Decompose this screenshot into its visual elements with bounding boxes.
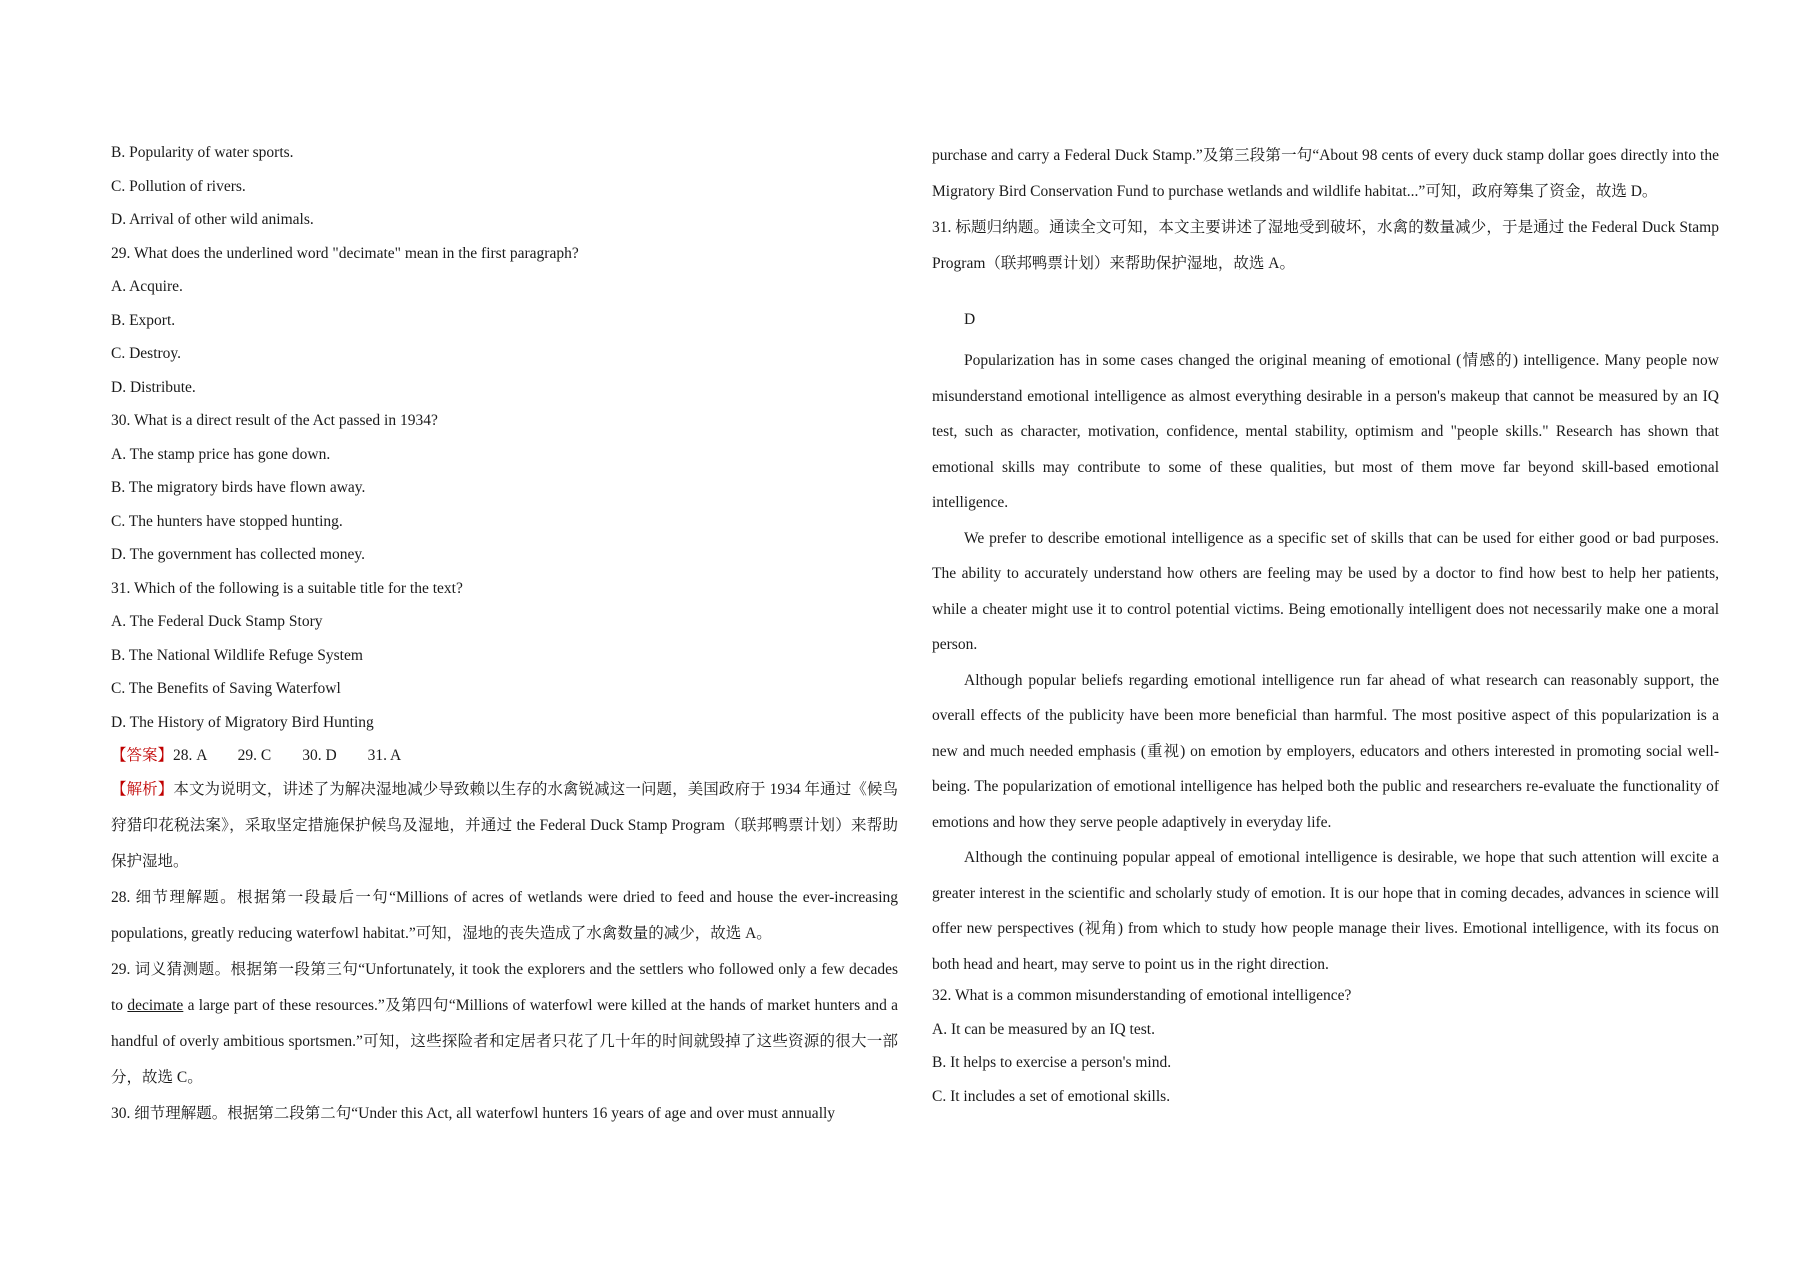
left-column [111, 143, 898, 1132]
option-32b: B. It helps to exercise a person's mind. [932, 1054, 1172, 1071]
passage-paragraph-2: We prefer to describe emotional intelligence as a specific set of skills that can be used for either good or bad purposes. The ability to accurately understand how others are feeling may be used by a doctor to find how best to help her patients, while a cheater might use it to control potential victims. Being emotionally intelligent does not necessarily make one a moral person. [932, 529, 1719, 653]
explanation-29-pre: 29. 词义猜测题。根据第一段第三句“Unfortunately, it took the explorers and the settlers who followed only a few decades to [111, 960, 898, 1014]
question-30: 30. What is a direct result of the Act passed in 1934? [111, 412, 438, 429]
option-29c: C. Destroy. [111, 345, 182, 362]
answer-line [111, 746, 898, 765]
passage-paragraph-1: Popularization has in some cases changed the original meaning of emotional (情感的) intelligence. Many people now misunderstand emotional intelligence as almost everything desirable in a person's makeup that cannot be measured by an IQ test, such as character, motivation, confidence, mental stability, optimism and "people skills." Research has shown that emotional skills may contribute to some of these qualities, but most of them move far beyond skill-based emotional intelligence. [932, 352, 1719, 511]
option-30d: D. The government has collected money. [111, 546, 365, 563]
option-31a: A. The Federal Duck Stamp Story [111, 613, 323, 630]
analysis-label: 【解析】 [111, 780, 174, 798]
answer-label: 【答案】 [111, 747, 174, 764]
option-28b: B. Popularity of water sports. [111, 144, 294, 161]
option-31d: D. The History of Migratory Bird Hunting [111, 713, 374, 731]
right-column [932, 138, 1719, 1120]
analysis-text: 本文为说明文，讲述了为解决湿地减少导致赖以生存的水禽锐减这一问题，美国政府于 1934 年通过《候鸟狩猎印花税法案》，采取坚定措施保护候鸟及湿地，并通过 the Federal Duck Stamp Program（联邦鸭票计划）来帮助保护湿地。 [111, 780, 898, 870]
option-30b: B. The migratory birds have flown away. [111, 479, 366, 496]
explanation-29 [111, 952, 898, 1096]
explanation-31: 31. 标题归纳题。通读全文可知，本文主要讲述了湿地受到破坏，水禽的数量减少，于是通过 the Federal Duck Stamp Program（联邦鸭票计划）来帮助保护湿地，故选 A。 [932, 219, 1719, 272]
explanation-28: 28. 细节理解题。根据第一段最后一句“Millions of acres of wetlands were dried to feed and house the ever-increasing populations, greatly reducing waterfowl habitat.”可知，湿地的丧失造成了水禽数量的减少，故选 A。 [111, 888, 898, 942]
question-29: 29. What does the underlined word "decimate" mean in the first paragraph? [111, 244, 579, 262]
option-31c: C. The Benefits of Saving Waterfowl [111, 680, 341, 697]
analysis-paragraph [111, 772, 898, 880]
section-heading: D [964, 311, 976, 328]
answer-text: 28. A 29. C 30. D 31. A [173, 747, 402, 764]
question-32: 32. What is a common misunderstanding of emotional intelligence? [932, 987, 1352, 1004]
option-30c: C. The hunters have stopped hunting. [111, 512, 343, 530]
option-32c: C. It includes a set of emotional skills. [932, 1087, 1171, 1105]
option-29d: D. Distribute. [111, 378, 196, 396]
option-31b: B. The National Wildlife Refuge System [111, 646, 363, 664]
underlined-word: decimate [127, 996, 184, 1014]
option-28d: D. Arrival of other wild animals. [111, 211, 314, 228]
option-29b: B. Export. [111, 311, 176, 329]
option-30a: A. The stamp price has gone down. [111, 445, 331, 463]
explanation-29-post: a large part of these resources.”及第四句“Millions of waterfowl were killed at the hands of market hunters and a handful of overly ambitious sportsmen.”可知，这些探险者和定居者只花了几十年的时间就毁掉了这些资源的很大一部分，故选 C。 [111, 996, 898, 1086]
option-32a: A. It can be measured by an IQ test. [932, 1020, 1155, 1038]
question-31: 31. Which of the following is a suitable title for the text? [111, 579, 463, 597]
option-29a: A. Acquire. [111, 278, 183, 295]
explanation-30-start: 30. 细节理解题。根据第二段第二句“Under this Act, all waterfowl hunters 16 years of age and over must annually [111, 1104, 836, 1122]
explanation-30-continued: purchase and carry a Federal Duck Stamp.”及第三段第一句“About 98 cents of every duck stamp dollar goes directly into the Migratory Bird Conservation Fund to purchase wetlands and wildlife habitat...”可知，政府筹集了资金，故选 D。 [932, 147, 1719, 200]
passage-paragraph-4: Although the continuing popular appeal of emotional intelligence is desirable, we hope that such attention will excite a greater interest in the scientific and scholarly study of emotion. It is our hope that in coming decades, advances in science will offer new perspectives (视角) from which to study how people manage their lives. Emotional intelligence, with its focus on both head and heart, may serve to point us in the right direction. [932, 849, 1719, 973]
passage-paragraph-3: Although popular beliefs regarding emotional intelligence run far ahead of what research can reasonably support, the overall effects of the publicity have been more beneficial than harmful. The most positive aspect of this popularization is a new and much needed emphasis (重视) on emotion by employers, educators and others interested in promoting social well-being. The popularization of emotional intelligence has helped both the public and researchers re-evaluate the functionality of emotions and how they serve people adaptively in everyday life. [932, 671, 1719, 831]
option-28c: C. Pollution of rivers. [111, 177, 246, 195]
